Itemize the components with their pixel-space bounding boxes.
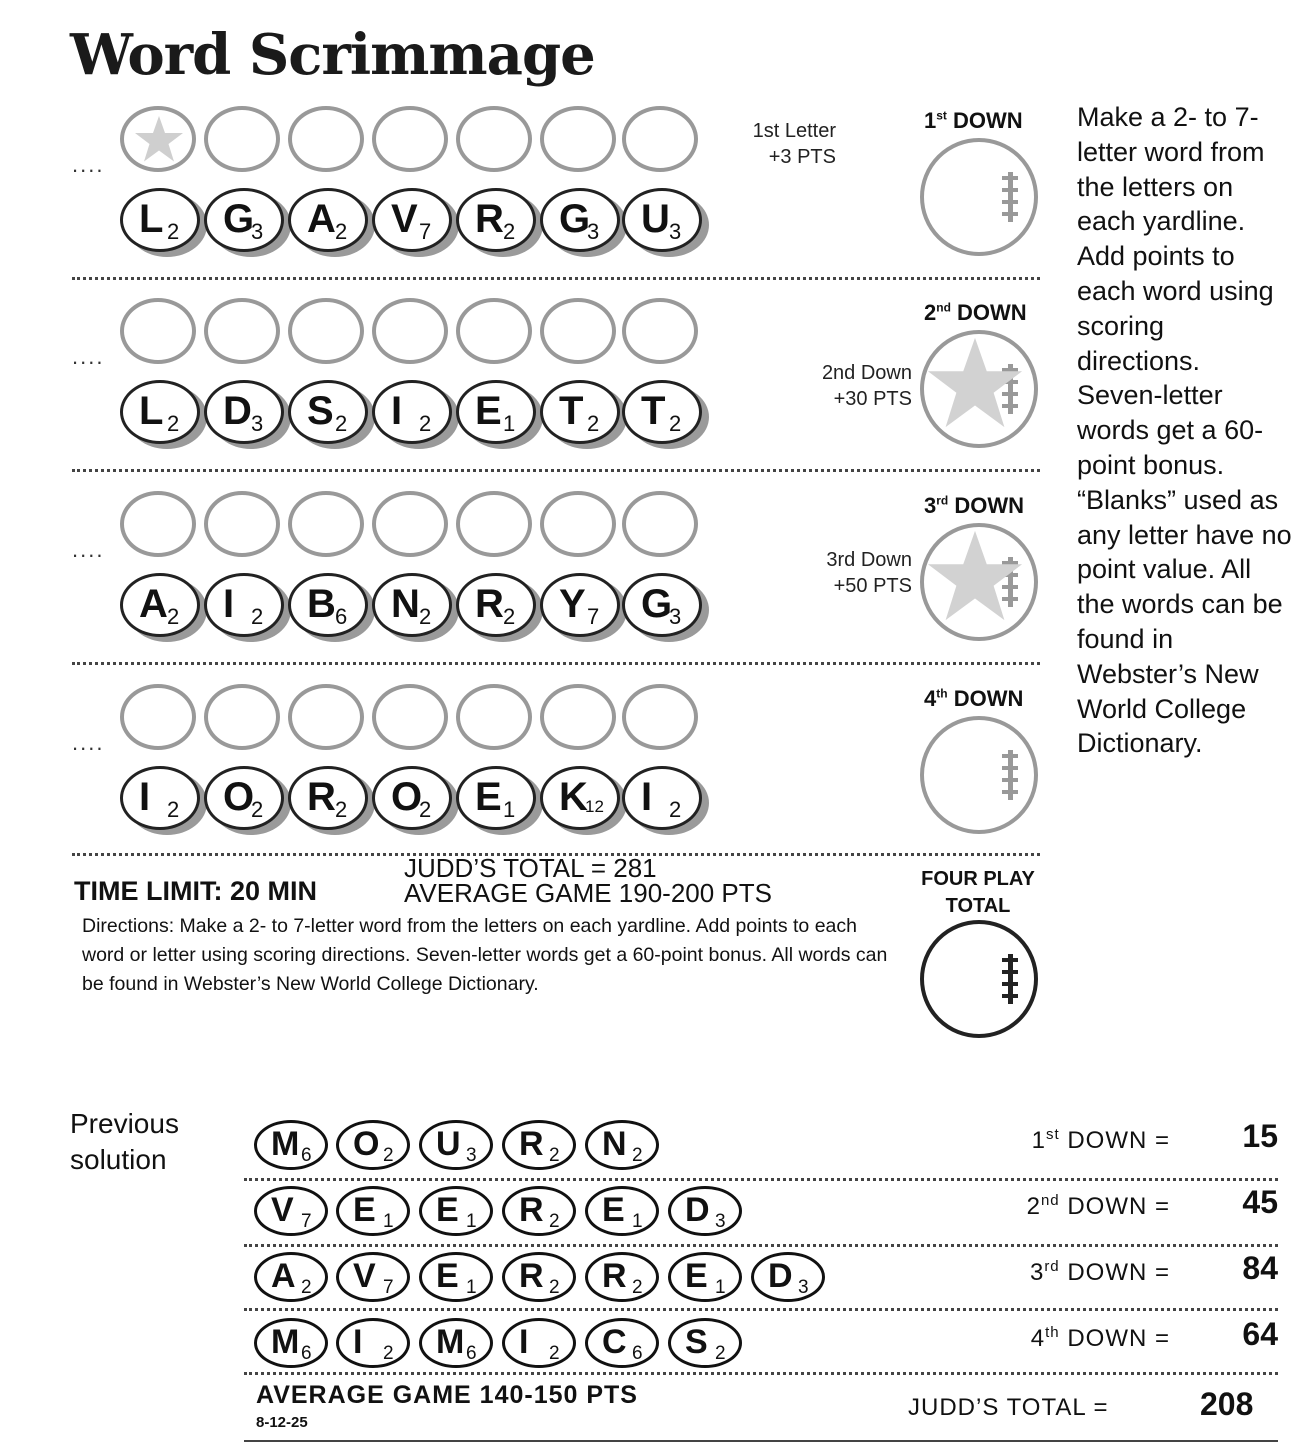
tile-letter: I (641, 775, 652, 819)
tile-value: 1 (632, 1211, 643, 1232)
tile-letter: D (768, 1257, 793, 1295)
tile-value: 3 (669, 604, 682, 629)
tile-value: 2 (419, 604, 432, 629)
tile-letter: S (307, 389, 333, 433)
tile-letter: K (559, 775, 587, 819)
down-title: 1st DOWN (924, 108, 1023, 133)
previous-letter-tile (419, 1186, 493, 1236)
previous-letter-tile (585, 1120, 659, 1170)
previous-row-divider (244, 1178, 1278, 1181)
tile-letter: D (685, 1191, 710, 1229)
previous-letter-tile (336, 1252, 410, 1302)
previous-letter-tile (254, 1252, 328, 1302)
tile-letter: V (271, 1191, 294, 1229)
previous-letter-tile (502, 1252, 576, 1302)
down-title: 2nd DOWN (924, 300, 1027, 325)
tile-value: 7 (383, 1277, 394, 1298)
tile-value: 2 (383, 1145, 394, 1166)
answer-slot[interactable] (540, 684, 616, 750)
letter-tile[interactable] (456, 766, 536, 830)
tile-value: 3 (587, 219, 600, 244)
tile-value: 2 (383, 1343, 394, 1364)
tile-value: 3 (466, 1145, 477, 1166)
tile-value: 7 (301, 1211, 312, 1232)
tile-letter: Y (559, 582, 585, 626)
tile-letter: U (641, 197, 669, 241)
bonus-note: 3rd Down +50 PTS (826, 549, 912, 597)
tile-value: 1 (715, 1277, 726, 1298)
previous-down-label: 3rd DOWN = (1029, 1258, 1170, 1286)
star-icon (926, 527, 1024, 625)
letter-tile[interactable] (456, 573, 536, 637)
row-leader-dots: .... (72, 152, 105, 177)
previous-down-label: 1st DOWN = (1031, 1126, 1170, 1154)
letter-tile[interactable] (622, 573, 702, 637)
four-play-total-label (920, 866, 1036, 920)
row-leader-dots: .... (72, 344, 105, 369)
letter-tile[interactable] (288, 766, 368, 830)
answer-slot[interactable] (456, 491, 532, 557)
answer-slot[interactable] (622, 684, 698, 750)
tile-value: 2 (167, 797, 180, 822)
answer-slot[interactable] (120, 298, 196, 364)
tile-letter: E (353, 1191, 376, 1229)
answer-slot[interactable] (120, 684, 196, 750)
tile-value: 2 (549, 1277, 560, 1298)
tile-letter: M (436, 1323, 465, 1361)
tile-value: 3 (715, 1211, 726, 1232)
previous-solution-row (244, 1244, 1278, 1308)
tile-letter: A (271, 1257, 296, 1295)
tile-letter: O (223, 775, 254, 819)
row-leader-dots: .... (72, 730, 105, 755)
letter-tile[interactable] (540, 380, 620, 444)
letter-tile[interactable] (456, 380, 536, 444)
letter-tile[interactable] (120, 380, 200, 444)
tile-value: 2 (251, 797, 264, 822)
tile-value: 2 (669, 797, 682, 822)
tile-value: 1 (503, 797, 516, 822)
answer-slot[interactable] (372, 491, 448, 557)
tile-value: 2 (632, 1277, 643, 1298)
tile-value: 2 (503, 219, 516, 244)
answer-slot[interactable] (288, 298, 364, 364)
tile-letter: R (519, 1257, 544, 1295)
answer-slot[interactable] (540, 298, 616, 364)
down-score-football-icon[interactable] (920, 716, 1038, 834)
letter-tile[interactable] (120, 766, 200, 830)
letter-tile[interactable] (372, 188, 452, 252)
letter-tile[interactable] (204, 766, 284, 830)
letter-tile[interactable] (622, 380, 702, 444)
tile-letter: O (353, 1125, 380, 1163)
tile-value: 6 (301, 1343, 312, 1364)
tile-letter: R (519, 1191, 544, 1229)
answer-slot[interactable] (622, 106, 698, 172)
tile-value: 2 (549, 1145, 560, 1166)
previous-letter-tile (419, 1318, 493, 1368)
down-score-football-icon[interactable] (920, 330, 1038, 448)
puzzle-date: 8-12-25 (256, 1414, 308, 1431)
tile-letter: V (353, 1257, 376, 1295)
previous-letter-tile (668, 1318, 742, 1368)
previous-letter-tile (254, 1186, 328, 1236)
previous-down-label: 4th DOWN = (1030, 1324, 1170, 1352)
directions-text: Directions: Make a 2- to 7-letter word from the letters on each yardline. Add points to each word or letter using scoring directions. Seven-letter words get a 60-point bonus. All words can be found in Webster’s New World College Dictionary. (82, 915, 888, 995)
answer-slot[interactable] (372, 298, 448, 364)
previous-letter-tile (419, 1252, 493, 1302)
tile-value: 3 (798, 1277, 809, 1298)
tile-letter: M (271, 1125, 300, 1163)
tile-letter: N (602, 1125, 627, 1163)
tile-value: 6 (301, 1145, 312, 1166)
tile-letter: R (602, 1257, 627, 1295)
previous-down-score: 64 (1242, 1316, 1278, 1352)
previous-row-divider (244, 1244, 1278, 1247)
answer-slot[interactable] (120, 491, 196, 557)
tile-letter: R (475, 197, 503, 241)
answer-slot[interactable] (456, 106, 532, 172)
average-game: AVERAGE GAME 190-200 PTS (404, 878, 772, 908)
previous-letter-tile (585, 1186, 659, 1236)
star-icon (926, 334, 1024, 432)
puzzle-title: Word Scrimmage (70, 22, 595, 88)
tile-value: 7 (419, 219, 432, 244)
tile-letter: R (307, 775, 335, 819)
answer-slot[interactable] (622, 491, 698, 557)
answer-slot[interactable] (288, 684, 364, 750)
tile-value: 2 (419, 411, 432, 436)
previous-letter-tile (751, 1252, 825, 1302)
previous-letter-tile (336, 1318, 410, 1368)
previous-letter-tile (585, 1252, 659, 1302)
tile-letter: E (475, 389, 501, 433)
yardline-divider (72, 853, 1040, 856)
bonus-note: 1st Letter +3 PTS (752, 120, 836, 168)
yardline-row (0, 100, 1050, 290)
previous-letter-tile (254, 1318, 328, 1368)
tile-value: 2 (335, 411, 348, 436)
previous-down-label: 2nd DOWN = (1026, 1192, 1170, 1220)
tile-letter: T (641, 389, 665, 433)
previous-letter-tile (419, 1120, 493, 1170)
tile-value: 3 (669, 219, 682, 244)
answer-slot[interactable] (622, 298, 698, 364)
answer-slot[interactable] (120, 106, 196, 172)
previous-solution-label (70, 1106, 179, 1178)
tile-value: 1 (383, 1211, 394, 1232)
tile-letter: U (436, 1125, 461, 1163)
yardline-divider (72, 277, 1040, 280)
previous-label-line2: solution (70, 1144, 167, 1175)
tile-value: 2 (715, 1343, 726, 1364)
letter-tile[interactable] (204, 188, 284, 252)
tile-value: 12 (585, 797, 604, 816)
tile-value: 2 (167, 219, 180, 244)
answer-slot[interactable] (456, 298, 532, 364)
answer-slot[interactable] (456, 684, 532, 750)
previous-letter-tile (336, 1186, 410, 1236)
letter-tile[interactable] (540, 188, 620, 252)
tile-letter: R (519, 1125, 544, 1163)
down-score-football-icon[interactable] (920, 138, 1038, 256)
tile-letter: M (271, 1323, 300, 1361)
tile-letter: T (559, 389, 583, 433)
yardline-row (0, 678, 1050, 868)
tile-letter: E (475, 775, 501, 819)
four-play-total-line2: TOTAL (945, 895, 1011, 917)
previous-judds-total-label: JUDD’S TOTAL = (908, 1394, 1109, 1421)
letter-tile[interactable] (622, 766, 702, 830)
letter-tile[interactable] (288, 380, 368, 444)
tile-letter: V (391, 197, 417, 241)
tile-value: 2 (251, 604, 264, 629)
answer-slot[interactable] (372, 684, 448, 750)
previous-down-score: 84 (1242, 1250, 1278, 1286)
previous-letter-tile (585, 1318, 659, 1368)
bonus-note: 2nd Down +30 PTS (821, 362, 912, 410)
tile-letter: N (391, 582, 419, 626)
previous-solution-row (244, 1112, 1278, 1176)
tile-letter: R (475, 582, 503, 626)
tile-letter: I (139, 775, 150, 819)
tile-letter: B (307, 582, 335, 626)
tile-letter: S (685, 1323, 708, 1361)
previous-row-divider (244, 1308, 1278, 1311)
letter-tile[interactable] (204, 380, 284, 444)
letter-tile[interactable] (622, 188, 702, 252)
tile-value: 2 (503, 604, 516, 629)
letter-tile[interactable] (120, 573, 200, 637)
tile-letter: A (139, 582, 167, 626)
tile-value: 1 (466, 1211, 477, 1232)
letter-tile[interactable] (372, 573, 452, 637)
answer-slot[interactable] (288, 106, 364, 172)
tile-letter: I (391, 389, 402, 433)
tile-letter: L (139, 389, 163, 433)
row-leader-dots: .... (72, 537, 105, 562)
tile-letter: G (559, 197, 590, 241)
tile-value: 2 (549, 1343, 560, 1364)
tile-value: 2 (335, 219, 348, 244)
tile-value: 6 (335, 604, 348, 629)
yardline-divider (72, 469, 1040, 472)
star-icon (134, 114, 184, 164)
previous-letter-tile (502, 1120, 576, 1170)
letter-tile[interactable] (540, 573, 620, 637)
answer-slot[interactable] (540, 491, 616, 557)
tile-value: 7 (587, 604, 600, 629)
letter-tile[interactable] (288, 188, 368, 252)
tile-value: 2 (419, 797, 432, 822)
previous-down-score: 45 (1242, 1184, 1278, 1220)
tile-letter: I (353, 1323, 363, 1361)
letter-tile[interactable] (204, 573, 284, 637)
four-play-total-line1: FOUR PLAY (921, 868, 1035, 890)
tile-letter: O (391, 775, 422, 819)
letter-tile[interactable] (372, 380, 452, 444)
four-play-total-football-icon[interactable] (920, 920, 1038, 1038)
tile-letter: A (307, 197, 335, 241)
previous-average-game: AVERAGE GAME 140-150 PTS (256, 1381, 638, 1409)
tile-letter: I (519, 1323, 529, 1361)
yardline-divider (72, 662, 1040, 665)
answer-slot[interactable] (288, 491, 364, 557)
tile-letter: G (223, 197, 254, 241)
previous-letter-tile (254, 1120, 328, 1170)
letter-tile[interactable] (288, 573, 368, 637)
tile-value: 2 (335, 797, 348, 822)
previous-letter-tile (502, 1186, 576, 1236)
answer-slot[interactable] (372, 106, 448, 172)
previous-letter-tile (668, 1186, 742, 1236)
previous-row-divider (244, 1372, 1278, 1375)
previous-letter-tile (668, 1252, 742, 1302)
letter-tile[interactable] (372, 766, 452, 830)
tile-value: 2 (167, 411, 180, 436)
tile-letter: E (436, 1257, 459, 1295)
previous-letter-tile (502, 1318, 576, 1368)
tile-letter: D (223, 389, 251, 433)
tile-value: 2 (549, 1211, 560, 1232)
tile-letter: E (436, 1191, 459, 1229)
previous-judds-total-value: 208 (1200, 1386, 1254, 1422)
tile-value: 1 (503, 411, 516, 436)
tile-letter: C (602, 1323, 627, 1361)
tile-value: 1 (466, 1277, 477, 1298)
previous-down-score: 15 (1242, 1118, 1278, 1154)
answer-slot[interactable] (204, 491, 280, 557)
bottom-rule (244, 1440, 1278, 1442)
tile-value: 6 (466, 1343, 477, 1364)
tile-letter: E (602, 1191, 625, 1229)
previous-letter-tile (336, 1120, 410, 1170)
tile-value: 3 (251, 219, 264, 244)
tile-value: 2 (301, 1277, 312, 1298)
tile-letter: E (685, 1257, 708, 1295)
previous-label-line1: Previous (70, 1108, 179, 1139)
down-title: 4th DOWN (924, 686, 1024, 711)
tile-value: 3 (251, 411, 264, 436)
tile-letter: L (139, 197, 163, 241)
time-limit: TIME LIMIT: 20 MIN (74, 876, 317, 906)
tile-letter: I (223, 582, 234, 626)
down-score-football-icon[interactable] (920, 523, 1038, 641)
letter-tile[interactable] (120, 188, 200, 252)
tile-value: 2 (167, 604, 180, 629)
answer-slot[interactable] (204, 684, 280, 750)
answer-slot[interactable] (204, 298, 280, 364)
answer-slot[interactable] (540, 106, 616, 172)
side-instructions: Make a 2- to 7-letter word from the letters on each yardline. Add points to each word using scoring directions. Seven-letter words get a 60-point bonus. “Blanks” used as any letter have no point value. All the words can be found in Webster’s New World College Dictionary. (1077, 102, 1292, 759)
tile-value: 2 (632, 1145, 643, 1166)
tile-value: 6 (632, 1343, 643, 1364)
tile-letter: G (641, 582, 672, 626)
tile-value: 2 (669, 411, 682, 436)
tile-value: 2 (587, 411, 600, 436)
letter-tile[interactable] (540, 766, 620, 830)
previous-solution-row (244, 1178, 1278, 1242)
letter-tile[interactable] (456, 188, 536, 252)
previous-solution-row (244, 1310, 1278, 1374)
judds-total: JUDD’S TOTAL = 281 (404, 853, 657, 883)
down-title: 3rd DOWN (924, 493, 1025, 518)
answer-slot[interactable] (204, 106, 280, 172)
